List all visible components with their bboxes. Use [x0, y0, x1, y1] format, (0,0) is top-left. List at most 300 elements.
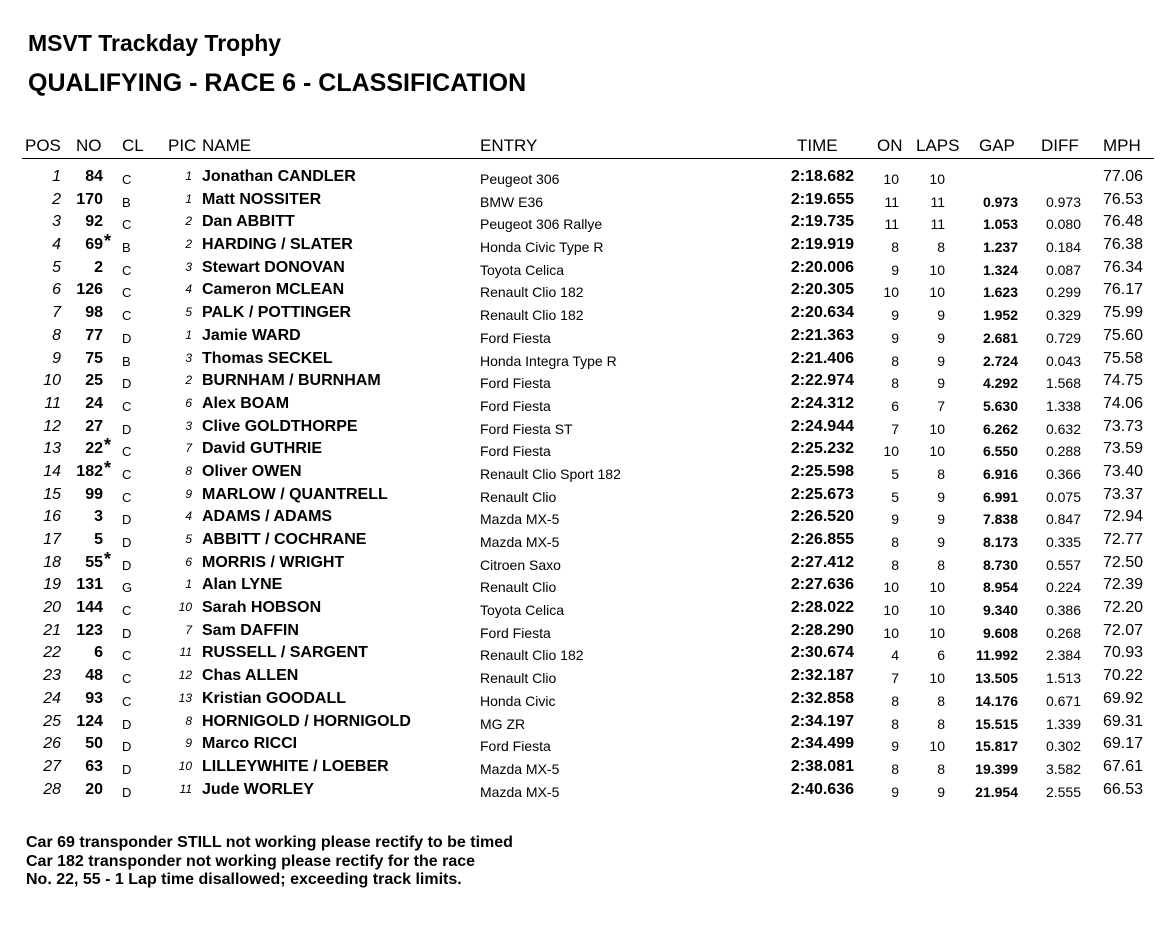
- pic-cell: 4: [185, 509, 192, 524]
- time-cell: 2:19.735: [790, 213, 854, 231]
- pos-cell: 13: [43, 440, 61, 458]
- diff-cell: 0.671: [1045, 692, 1081, 709]
- diff-cell: 0.043: [1045, 352, 1081, 369]
- entry-cell: Renault Clio Sport 182: [480, 465, 621, 482]
- class-cell: C: [122, 308, 132, 324]
- gap-cell: 6.916: [982, 465, 1018, 482]
- gap-cell: 1.952: [982, 307, 1018, 324]
- mph-cell: 76.38: [1102, 236, 1143, 254]
- col-no: NO: [76, 136, 102, 155]
- pic-cell: 8: [185, 463, 192, 478]
- asterisk-marker: *: [104, 457, 112, 478]
- car-number: 48: [85, 667, 103, 685]
- mph-cell: 69.31: [1102, 712, 1143, 730]
- laps-cell: 9: [937, 352, 945, 369]
- driver-name: Dan ABBITT: [202, 213, 295, 231]
- mph-cell: 70.93: [1102, 644, 1143, 662]
- time-cell: 2:21.363: [790, 326, 854, 344]
- laps-cell: 6: [937, 647, 945, 664]
- class-cell: C: [122, 444, 132, 460]
- event-title: MSVT Trackday Trophy: [28, 30, 282, 56]
- pos-cell: 23: [43, 667, 61, 685]
- pic-cell: 1: [185, 191, 192, 206]
- entry-cell: Toyota Celica: [480, 261, 565, 278]
- diff-cell: 0.302: [1045, 738, 1081, 755]
- diff-cell: 0.087: [1045, 261, 1081, 278]
- laps-cell: 10: [929, 624, 945, 641]
- laps-cell: 7: [937, 397, 945, 414]
- laps-cell: 9: [937, 307, 945, 324]
- car-number: 124: [76, 712, 103, 730]
- class-cell: D: [122, 625, 132, 641]
- gap-cell: 6.550: [982, 443, 1018, 460]
- asterisk-marker: *: [104, 435, 112, 456]
- entry-cell: Citroen Saxo: [480, 556, 561, 573]
- pic-cell: 3: [185, 350, 192, 365]
- entry-cell: Renault Clio: [480, 488, 557, 505]
- pos-cell: 28: [43, 780, 61, 798]
- class-cell: C: [122, 693, 132, 709]
- driver-name: Jonathan CANDLER: [202, 168, 356, 185]
- pic-cell: 4: [185, 282, 192, 297]
- driver-name: Alan LYNE: [202, 576, 283, 594]
- gap-cell: 1.053: [982, 216, 1018, 233]
- class-cell: D: [122, 535, 132, 550]
- entry-cell: Renault Clio: [480, 670, 557, 687]
- gap-cell: 1.324: [982, 261, 1018, 278]
- class-cell: C: [122, 648, 132, 664]
- class-cell: G: [122, 580, 133, 596]
- on-cell: 9: [891, 261, 899, 278]
- on-cell: 8: [891, 760, 899, 777]
- diff-cell: 1.513: [1045, 670, 1081, 687]
- laps-cell: 9: [937, 511, 945, 528]
- pos-cell: 11: [44, 394, 61, 412]
- pos-cell: 15: [43, 485, 61, 503]
- col-cl: CL: [122, 136, 144, 155]
- time-cell: 2:34.197: [790, 712, 854, 730]
- class-cell: C: [122, 603, 132, 619]
- gap-cell: 8.173: [982, 534, 1018, 550]
- col-on: ON: [877, 136, 903, 155]
- time-cell: 2:24.312: [790, 394, 854, 412]
- mph-cell: 76.53: [1102, 190, 1143, 208]
- mph-cell: 66.53: [1102, 780, 1143, 798]
- pic-cell: 8: [185, 713, 192, 728]
- time-cell: 2:25.232: [790, 440, 854, 458]
- driver-name: HORNIGOLD / HORNIGOLD: [202, 712, 411, 730]
- pos-cell: 3: [52, 213, 61, 231]
- diff-cell: 0.184: [1045, 239, 1081, 256]
- laps-cell: 9: [937, 375, 945, 392]
- entry-cell: Honda Civic Type R: [480, 239, 604, 256]
- time-cell: 2:32.187: [790, 667, 854, 685]
- pos-cell: 5: [52, 258, 61, 276]
- pic-cell: 3: [185, 259, 192, 274]
- table-row: [0, 779, 1172, 802]
- col-name: NAME: [202, 136, 252, 155]
- pos-cell: 17: [43, 531, 61, 548]
- driver-name: MARLOW / QUANTRELL: [202, 485, 388, 503]
- on-cell: 9: [891, 307, 899, 324]
- entry-cell: Ford Fiesta: [480, 443, 551, 460]
- gap-cell: 11.992: [975, 647, 1018, 664]
- diff-cell: 0.299: [1045, 284, 1081, 301]
- on-cell: 11: [884, 216, 899, 233]
- gap-cell: 13.505: [975, 670, 1018, 687]
- mph-cell: 75.60: [1102, 326, 1143, 344]
- pic-cell: 12: [178, 668, 192, 683]
- entry-cell: Ford Fiesta: [480, 624, 551, 641]
- pic-cell: 1: [185, 169, 192, 183]
- time-cell: 2:28.290: [790, 621, 854, 639]
- diff-cell: 0.729: [1045, 329, 1081, 346]
- classification-table: [0, 166, 1172, 801]
- asterisk-marker: *: [104, 548, 112, 569]
- driver-name: Oliver OWEN: [202, 462, 302, 480]
- car-number: 27: [85, 417, 103, 435]
- col-pos: POS: [25, 136, 61, 155]
- diff-cell: 0.973: [1045, 193, 1081, 210]
- gap-cell: 7.838: [982, 511, 1018, 528]
- notes: [26, 834, 513, 890]
- diff-cell: 0.268: [1045, 624, 1081, 641]
- class-cell: B: [122, 194, 131, 210]
- mph-cell: 72.07: [1102, 621, 1143, 639]
- table-row: [0, 257, 1172, 280]
- pos-cell: 24: [43, 689, 61, 707]
- class-cell: C: [122, 217, 132, 233]
- gap-cell: 15.515: [975, 715, 1018, 732]
- table-row: [0, 325, 1172, 348]
- class-cell: C: [122, 172, 132, 187]
- note-line: Car 182 transponder not working please rectify for the race: [26, 852, 476, 870]
- gap-cell: 6.262: [982, 420, 1018, 437]
- class-cell: D: [122, 784, 132, 800]
- col-entry: ENTRY: [480, 136, 538, 155]
- pic-cell: 11: [179, 781, 192, 796]
- driver-name: LILLEYWHITE / LOEBER: [202, 757, 389, 775]
- class-cell: D: [122, 330, 132, 346]
- time-cell: 2:22.974: [790, 372, 854, 390]
- on-cell: 10: [883, 579, 899, 596]
- pos-cell: 4: [52, 236, 61, 254]
- driver-name: RUSSELL / SARGENT: [202, 644, 368, 662]
- table-row: [0, 189, 1172, 212]
- gap-cell: 1.237: [982, 239, 1018, 256]
- note-line: Car 69 transponder STILL not working please rectify to be timed: [26, 834, 513, 851]
- time-cell: 2:30.674: [790, 644, 854, 662]
- entry-cell: Mazda MX-5: [480, 534, 560, 550]
- class-cell: C: [122, 262, 132, 278]
- laps-cell: 11: [930, 193, 945, 210]
- driver-name: Matt NOSSITER: [202, 190, 322, 208]
- table-row: [0, 506, 1172, 529]
- driver-name: Marco RICCI: [202, 735, 298, 753]
- mph-cell: 70.22: [1102, 667, 1143, 685]
- on-cell: 5: [891, 465, 899, 482]
- driver-name: HARDING / SLATER: [202, 236, 353, 254]
- driver-name: BURNHAM / BURNHAM: [202, 372, 381, 390]
- gap-cell: 1.623: [982, 284, 1018, 301]
- car-number: 22: [85, 440, 103, 458]
- car-number: 25: [85, 372, 103, 390]
- laps-cell: 10: [929, 670, 945, 687]
- laps-cell: 8: [937, 692, 945, 709]
- entry-cell: Honda Integra Type R: [480, 352, 617, 369]
- gap-cell: 2.681: [982, 329, 1018, 346]
- entry-cell: Ford Fiesta: [480, 375, 551, 392]
- class-cell: C: [122, 489, 132, 505]
- car-number: 182: [76, 462, 103, 480]
- pic-cell: 3: [185, 418, 192, 433]
- laps-cell: 10: [929, 738, 945, 755]
- car-number: 99: [85, 485, 103, 503]
- driver-name: MORRIS / WRIGHT: [202, 553, 345, 571]
- time-cell: 2:18.682: [790, 168, 854, 185]
- table-row: [0, 393, 1172, 416]
- table-row: [0, 370, 1172, 393]
- entry-cell: Toyota Celica: [480, 602, 565, 619]
- laps-cell: 8: [937, 760, 945, 777]
- entry-cell: Mazda MX-5: [480, 511, 560, 528]
- table-row: [0, 166, 1172, 189]
- pic-cell: 2: [185, 214, 192, 229]
- time-cell: 2:20.634: [790, 304, 854, 322]
- on-cell: 10: [883, 624, 899, 641]
- gap-cell: 6.991: [982, 488, 1018, 505]
- diff-cell: 0.335: [1045, 534, 1081, 550]
- driver-name: Chas ALLEN: [202, 667, 299, 685]
- on-cell: 7: [891, 670, 899, 687]
- diff-cell: 1.338: [1045, 397, 1081, 414]
- on-cell: 5: [891, 488, 899, 505]
- on-cell: 10: [883, 171, 899, 187]
- class-cell: B: [122, 353, 131, 369]
- entry-cell: Mazda MX-5: [480, 783, 560, 800]
- laps-cell: 10: [929, 443, 945, 460]
- time-cell: 2:40.636: [790, 780, 854, 798]
- entry-cell: Peugeot 306: [480, 171, 560, 187]
- table-row: [0, 597, 1172, 620]
- on-cell: 9: [891, 738, 899, 755]
- gap-cell: 5.630: [982, 397, 1018, 414]
- on-cell: 8: [891, 534, 899, 550]
- mph-cell: 72.50: [1102, 553, 1143, 571]
- gap-cell: 9.608: [982, 624, 1018, 641]
- pos-cell: 21: [43, 621, 61, 639]
- pos-cell: 20: [43, 599, 61, 617]
- col-laps: LAPS: [916, 136, 960, 155]
- diff-cell: 0.224: [1045, 579, 1081, 596]
- class-cell: C: [122, 285, 132, 301]
- time-cell: 2:26.520: [790, 508, 854, 526]
- pos-cell: 16: [43, 508, 61, 526]
- diff-cell: 2.384: [1045, 647, 1081, 664]
- mph-cell: 76.48: [1102, 213, 1143, 231]
- table-row: [0, 302, 1172, 325]
- laps-cell: 10: [929, 261, 945, 278]
- mph-cell: 69.92: [1102, 689, 1143, 707]
- entry-cell: Honda Civic: [480, 692, 556, 709]
- table-row: [0, 348, 1172, 371]
- laps-cell: 8: [937, 715, 945, 732]
- class-cell: D: [122, 512, 132, 528]
- on-cell: 8: [891, 375, 899, 392]
- gap-cell: 21.954: [975, 783, 1018, 800]
- diff-cell: 0.080: [1045, 216, 1081, 233]
- mph-cell: 76.34: [1102, 258, 1143, 276]
- entry-cell: Renault Clio: [480, 579, 557, 596]
- pic-cell: 13: [178, 690, 192, 705]
- car-number: 131: [76, 576, 103, 594]
- table-row: [0, 529, 1172, 552]
- pic-cell: 7: [185, 622, 192, 637]
- table-row: [0, 756, 1172, 779]
- time-cell: 2:27.636: [790, 576, 854, 594]
- car-number: 170: [76, 190, 103, 208]
- table-row: [0, 279, 1172, 302]
- on-cell: 8: [891, 715, 899, 732]
- table-row: [0, 211, 1172, 234]
- mph-cell: 75.99: [1102, 304, 1143, 322]
- car-number: 6: [94, 644, 103, 662]
- time-cell: 2:20.305: [790, 281, 854, 299]
- laps-cell: 9: [937, 534, 945, 550]
- on-cell: 8: [891, 352, 899, 369]
- driver-name: Jamie WARD: [202, 326, 301, 344]
- entry-cell: Renault Clio 182: [480, 284, 584, 301]
- time-cell: 2:25.673: [790, 485, 854, 503]
- driver-name: David GUTHRIE: [202, 440, 323, 458]
- pic-cell: 2: [185, 373, 192, 388]
- driver-name: PALK / POTTINGER: [202, 304, 352, 322]
- on-cell: 9: [891, 511, 899, 528]
- on-cell: 11: [884, 193, 899, 210]
- pic-cell: 9: [185, 486, 192, 501]
- diff-cell: 0.366: [1045, 465, 1081, 482]
- col-pic: PIC: [168, 136, 197, 155]
- driver-name: Sam DAFFIN: [202, 621, 299, 639]
- entry-cell: Ford Fiesta ST: [480, 420, 573, 437]
- gap-cell: 14.176: [975, 692, 1018, 709]
- time-cell: 2:19.919: [790, 236, 854, 254]
- mph-cell: 75.58: [1102, 349, 1143, 367]
- time-cell: 2:34.499: [790, 735, 854, 753]
- class-cell: C: [122, 466, 132, 482]
- car-number: 92: [85, 213, 103, 231]
- pic-cell: 5: [185, 532, 192, 546]
- laps-cell: 10: [929, 284, 945, 301]
- time-cell: 2:32.858: [790, 689, 854, 707]
- mph-cell: 72.94: [1102, 508, 1143, 526]
- table-row: [0, 688, 1172, 711]
- time-cell: 2:38.081: [790, 757, 854, 775]
- car-number: 20: [85, 780, 103, 798]
- pic-cell: 9: [185, 736, 192, 751]
- time-cell: 2:20.006: [790, 258, 854, 276]
- on-cell: 10: [883, 284, 899, 301]
- pos-cell: 8: [52, 326, 61, 344]
- on-cell: 9: [891, 329, 899, 346]
- diff-cell: 0.632: [1045, 420, 1081, 437]
- pic-cell: 7: [185, 441, 192, 456]
- on-cell: 8: [891, 692, 899, 709]
- laps-cell: 9: [937, 488, 945, 505]
- entry-cell: Mazda MX-5: [480, 760, 560, 777]
- on-cell: 8: [891, 556, 899, 573]
- laps-cell: 10: [929, 602, 945, 619]
- table-row: [0, 642, 1172, 665]
- table-row: [0, 574, 1172, 597]
- col-gap: GAP: [979, 136, 1015, 155]
- session-title: QUALIFYING - RACE 6 - CLASSIFICATION: [28, 69, 527, 97]
- mph-cell: 72.39: [1102, 576, 1143, 594]
- on-cell: 6: [891, 397, 899, 414]
- mph-cell: 73.40: [1102, 462, 1143, 480]
- entry-cell: Ford Fiesta: [480, 329, 551, 346]
- car-number: 84: [85, 168, 103, 185]
- diff-cell: 0.557: [1045, 556, 1081, 573]
- entry-cell: MG ZR: [480, 715, 526, 732]
- gap-cell: 2.724: [982, 352, 1018, 369]
- table-row: [0, 620, 1172, 643]
- time-cell: 2:28.022: [790, 599, 854, 617]
- laps-cell: 10: [929, 420, 945, 437]
- pos-cell: 1: [52, 168, 61, 185]
- time-cell: 2:24.944: [790, 417, 854, 435]
- table-row: [0, 711, 1172, 734]
- diff-cell: 1.568: [1045, 375, 1081, 392]
- class-cell: D: [122, 761, 132, 777]
- col-diff: DIFF: [1041, 136, 1079, 155]
- note-line: No. 22, 55 - 1 Lap time disallowed; exceeding track limits.: [26, 871, 462, 888]
- class-cell: D: [122, 739, 132, 755]
- col-time: TIME: [797, 136, 838, 155]
- pic-cell: 1: [185, 327, 192, 342]
- class-cell: D: [122, 557, 132, 573]
- laps-cell: 9: [937, 783, 945, 800]
- pos-cell: 2: [52, 190, 61, 208]
- entry-cell: Renault Clio 182: [480, 647, 584, 664]
- pos-cell: 10: [43, 372, 61, 390]
- table-row: [0, 231, 1172, 257]
- diff-cell: 0.288: [1045, 443, 1081, 460]
- pic-cell: 2: [185, 237, 192, 252]
- mph-cell: 76.17: [1102, 281, 1143, 299]
- header-rule: [22, 158, 1154, 159]
- time-cell: 2:25.598: [790, 462, 854, 480]
- pos-cell: 19: [43, 576, 61, 594]
- mph-cell: 73.73: [1102, 417, 1143, 435]
- gap-cell: 9.340: [982, 602, 1018, 619]
- diff-cell: 0.329: [1045, 307, 1081, 324]
- laps-cell: 10: [929, 579, 945, 596]
- asterisk-marker: *: [104, 231, 112, 252]
- entry-cell: Ford Fiesta: [480, 738, 551, 755]
- pic-cell: 10: [178, 758, 192, 773]
- time-cell: 2:21.406: [790, 349, 854, 367]
- gap-cell: 0.973: [982, 193, 1018, 210]
- pos-cell: 25: [43, 712, 61, 730]
- laps-cell: 8: [937, 556, 945, 573]
- table-header: [0, 136, 1172, 158]
- laps-cell: 8: [937, 239, 945, 256]
- car-number: 75: [85, 349, 103, 367]
- table-row: [0, 416, 1172, 439]
- on-cell: 7: [891, 420, 899, 437]
- diff-cell: 0.386: [1045, 602, 1081, 619]
